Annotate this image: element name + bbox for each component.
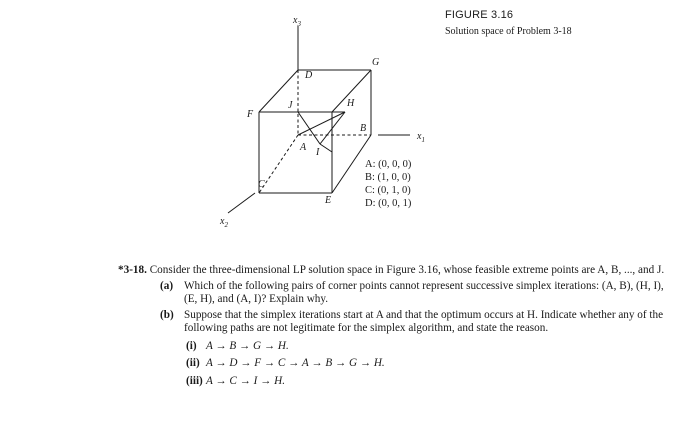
path-iii <box>118 375 678 389</box>
vertex-label-f: F <box>247 109 254 120</box>
coordinate-b: B: (1, 0, 0) <box>365 172 411 183</box>
x1-axis-label: $x_1$ <box>417 131 425 144</box>
coordinate-d: D: (0, 0, 1) <box>365 198 412 209</box>
coordinate-c: C: (0, 1, 0) <box>365 185 411 196</box>
part-b <box>118 309 678 336</box>
path-ii-text: A → D → F → C → A → B → G → H. <box>206 357 385 369</box>
path-ii <box>118 357 678 371</box>
vertex-label-j: J <box>288 100 293 111</box>
x2-axis-label: $x_2$ <box>220 216 228 229</box>
path-iii-text: A → C → I → H. <box>206 374 286 387</box>
figure-title: FIGURE 3.16 <box>445 9 514 21</box>
path-i-text: A → B → G → H. <box>206 339 289 352</box>
vertex-label-e: E <box>325 195 332 206</box>
problem-intro <box>118 264 678 278</box>
vertex-label-a: A <box>300 142 307 153</box>
path-ii-label: (ii) <box>186 357 200 369</box>
path-i <box>118 340 678 354</box>
vertex-label-c: C <box>258 179 265 190</box>
part-a <box>118 280 678 307</box>
x2-axis <box>228 193 255 213</box>
path-iii-label: (iii) <box>186 374 203 387</box>
x3-axis-label: $x_3$ <box>293 15 301 28</box>
problem-number: *3-18. <box>118 264 147 276</box>
vertex-label-b: B <box>360 123 367 134</box>
solution-space-figure <box>0 0 440 250</box>
figure-caption <box>445 8 572 42</box>
vertex-label-i: I <box>316 147 320 158</box>
part-a-label: (a) <box>160 279 174 292</box>
part-b-label: (b) <box>160 308 174 321</box>
problem-intro-text: Consider the three-dimensional LP solution space in Figure 3.16, whose feasible extreme points are A, B, ..., and J. <box>149 264 665 276</box>
problem-3-18 <box>118 264 678 388</box>
vertex-label-d: D <box>305 70 313 81</box>
vertex-label-h: H <box>347 98 355 109</box>
figure-subtitle: Solution space of Problem 3-18 <box>445 26 572 37</box>
coordinate-a: A: (0, 0, 0) <box>365 159 412 170</box>
part-a-text: Which of the following pairs of corner points cannot represent successive simplex iterations: (A, B), (H, I), (E, H), and (A, I)? Explain why. <box>184 279 664 305</box>
path-i-label: (i) <box>186 339 197 352</box>
vertex-label-g: G <box>372 57 380 68</box>
part-b-text: Suppose that the simplex iterations start at A and that the optimum occurs at H. Indicate whether any of the following paths are not legitimate for the simplex algorithm, and state the reason. <box>184 308 664 334</box>
